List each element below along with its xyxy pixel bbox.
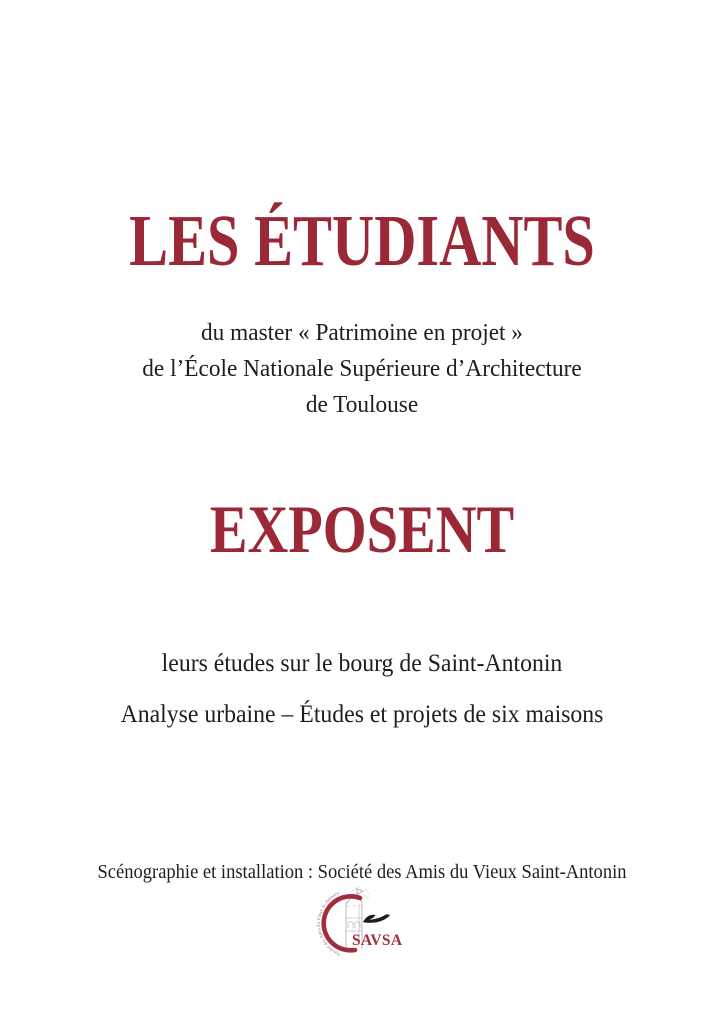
body-line-studies: leurs études sur le bourg de Saint-Antonin [161, 650, 563, 677]
logo-acronym: SAVSA [352, 932, 403, 949]
subtitle-block [18, 315, 706, 423]
logo-arc-text: Société des Amis du Vieux St-Antonin [315, 890, 341, 958]
subtitle-line-3: de Toulouse [305, 391, 419, 418]
subtitle-line-2: de l’École Nationale Supérieure d’Architecture [142, 355, 582, 382]
main-title: LES ÉTUDIANTS [129, 200, 595, 281]
savsa-logo [313, 886, 411, 964]
bird-icon [363, 914, 390, 923]
credit-line: Scénographie et installation : Société des Amis du Vieux Saint-Antonin [97, 862, 627, 883]
body-line-analysis: Analyse urbaine – Études et projets de six maisons [120, 701, 604, 728]
subtitle-line-1: du master « Patrimoine en projet » [201, 319, 523, 346]
secondary-title: EXPOSENT [209, 491, 515, 567]
